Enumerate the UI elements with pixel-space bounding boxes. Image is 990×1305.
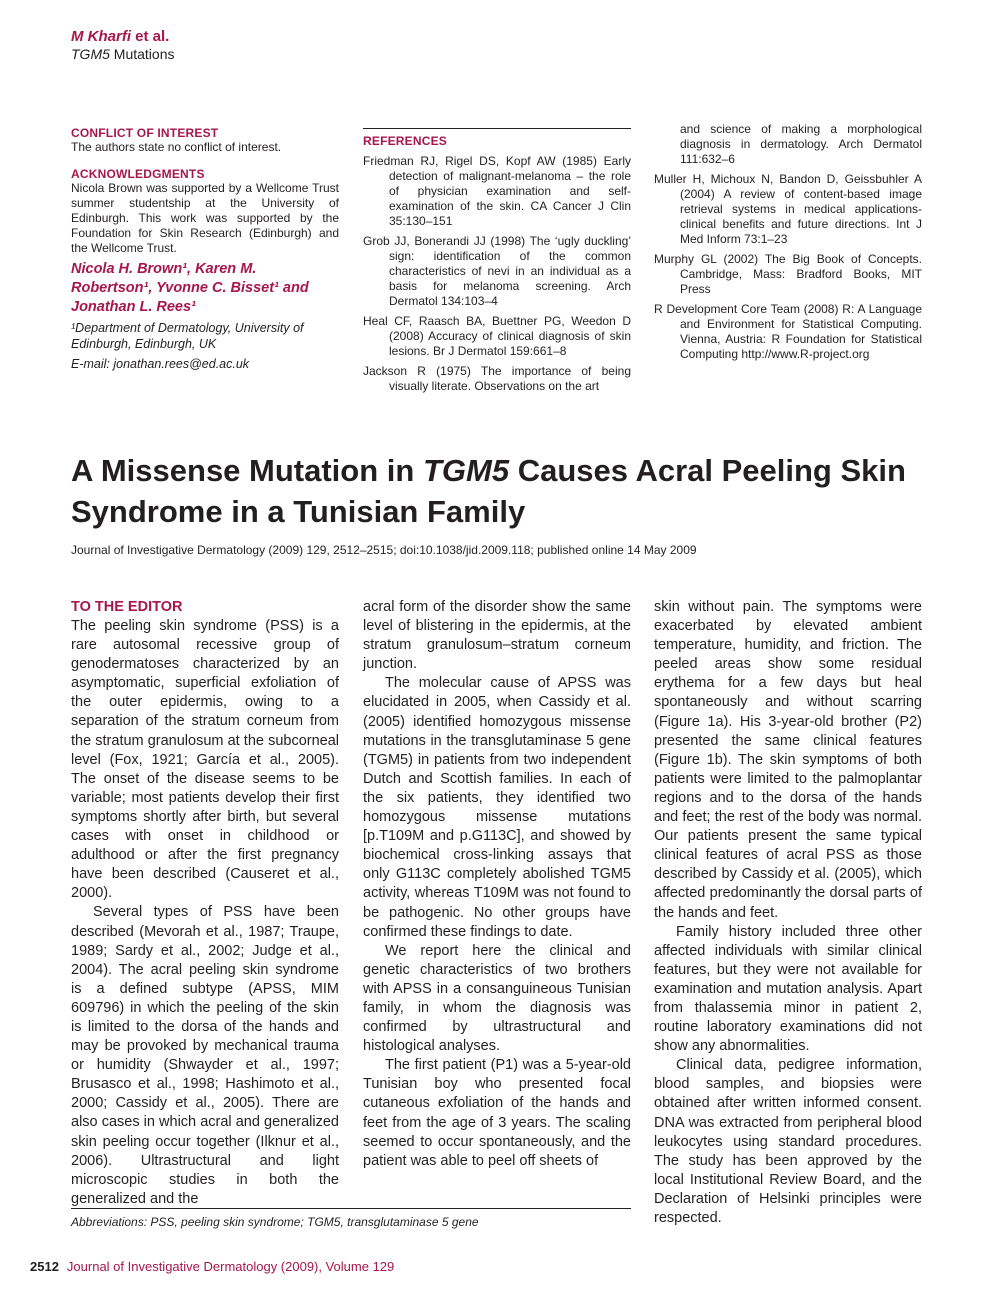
reference-item: Jackson R (1975) The importance of being visually literate. Observations on the art (363, 364, 631, 393)
body-paragraph: The peeling skin syndrome (PSS) is a rare autosomal recessive group of genodermatoses characterized by an asymptomatic, superficial exfoliation of the outer epidermis, owing to a separation of the stratum corneum from the stratum granulosum at the subcorneal level (Fox, 1921; García et al., 2005). The onset of the disease seems to be variable; most patients develop their first symptoms shortly after birth, but several cases with onset in childhood or adulthood or after the first pregnancy have been described (Causeret et al., 2000). (71, 618, 339, 902)
body-paragraph: Clinical data, pedigree information, blood samples, and biopsies were obtained after written informed consent. DNA was extracted from peripheral blood leukocytes using standard procedures. The study has been approved by the local Institutional Review Board, and the Declaration of Helsinki principles were respected. (654, 1057, 922, 1226)
running-header-topic: TGM5 Mutations (71, 46, 175, 62)
body-paragraph: acral form of the disorder show the same level of blistering in the epidermis, at the stratum granulosum–stratum corneum junction. (363, 599, 631, 673)
references-column-2 (654, 122, 922, 367)
conflict-text: The authors state no conflict of interest. (71, 140, 282, 154)
affiliation: ¹Department of Dermatology, University of Edinburgh, Edinburgh, UK (71, 321, 304, 351)
reference-continuation: and science of making a morphological diagnosis in dermatology. Arch Dermatol 111:632–6 (680, 122, 922, 166)
body-paragraph: skin without pain. The symptoms were exacerbated by elevated ambient temperature, humidity, and friction. The peeled areas show some residual erythema for a few days but heal spontaneously and without scarring (Figure 1a). His 3-year-old brother (P2) presented the same clinical features (Figure 1b). The skin symptoms of both patients were limited to the palmoplantar regions and to the dorsa of the hands and feet; the rest of the body was normal. Our patients present the same typical clinical features of acral PSS as those described by Cassidy et al. (2005), which affected predominantly the dorsal parts of the hands and feet. (654, 599, 922, 921)
article-citation: Journal of Investigative Dermatology (2009) 129, 2512–2515; doi:10.1038/jid.2009.118; published online 14 May 2009 (71, 543, 697, 557)
body-paragraph: We report here the clinical and genetic characteristics of two brothers with APSS in a consanguineous Tunisian family, in whom the diagnosis was confirmed by ultrastructural and histological analyses. (363, 942, 631, 1055)
body-paragraph: Several types of PSS have been described (Mevorah et al., 1987; Traupe, 1989; Sardy et al., 2002; Judge et al., 2004). The acral peeling skin syndrome is a defined subtype (APSS, MIM 609796) in which the peeling of the skin is limited to the dorsa of the hands and may be provoked by mechanical trauma or humidity (Shwayder et al., 1997; Brusasco et al., 1998; Hashimoto et al., 2000; Cassidy et al., 2005). There are also cases in which acral and generalized skin peeling occur together (Ilknur et al., 2006). Ultrastructural and light microscopic studies in both the generalized and the (71, 904, 339, 1207)
body-paragraph: The molecular cause of APSS was elucidated in 2005, when Cassidy et al. (2005) identified homozygous missense mutations in the transglutaminase 5 gene (TGM5) in patients from two independent Dutch and Scottish families. In each of the six patients, they identified two homozygous missense mutations [p.T109M and p.G113C], and showed by biochemical cross-linking assays that only G113C completely abolished TGM5 activity, whereas T109M was not found to be pathogenic. No other groups have confirmed these findings to date. (363, 675, 631, 940)
acknowledgments-heading: ACKNOWLEDGMENTS (71, 167, 205, 181)
reference-item: Murphy GL (2002) The Big Book of Concepts. Cambridge, Mass: Bradford Books, MIT Press (654, 252, 922, 296)
page-footer (30, 1259, 394, 1274)
abbreviations-footnote: Abbreviations: PSS, peeling skin syndrome; TGM5, transglutaminase 5 gene (71, 1215, 479, 1229)
page-number: 2512 (30, 1259, 59, 1274)
references-heading: REFERENCES (363, 134, 448, 148)
contact-email: E-mail: jonathan.rees@ed.ac.uk (71, 357, 250, 371)
body-paragraph: The first patient (P1) was a 5-year-old Tunisian boy who presented focal cutaneous exfoliation of the hands and feet from the age of 3 years. The scaling seemed to occur spontaneously, and the patient was able to peel off sheets of (363, 1057, 631, 1169)
footer-journal: Journal of Investigative Dermatology (2009), Volume 129 (66, 1259, 395, 1274)
reference-item: Friedman RJ, Rigel DS, Kopf AW (1985) Early detection of malignant-melanoma – the role of physician examination and self-examination of the skin. CA Cancer J Clin 35:130–151 (363, 154, 631, 228)
references-column-1 (363, 128, 631, 399)
reference-item: Heal CF, Raasch BA, Buettner PG, Weedon D (2008) Accuracy of clinical diagnosis of skin lesions. Br J Dermatol 159:661–8 (363, 314, 631, 358)
conflict-heading: CONFLICT OF INTEREST (71, 126, 219, 140)
body-column-2 (363, 598, 631, 1171)
acknowledgments-text: Nicola Brown was supported by a Wellcome Trust summer studentship at the University of Edinburgh. This work was supported by the Foundation for Skin Research (Edinburgh) and the Wellcome Trust. (71, 181, 339, 255)
body-paragraph: Family history included three other affected individuals with similar clinical features, but they were not available for examination and mutation analysis. Apart from thalassemia minor in patient 2, routine laboratory examinations did not show any abnormalities. (654, 923, 922, 1055)
running-header-author: M Kharfi et al. (71, 28, 170, 45)
body-column-1 (71, 598, 339, 1209)
reference-item: Grob JJ, Bonerandi JJ (1998) The ‘ugly duckling’ sign: identification of the common characteristics of nevi in an individual as a basis for melanoma screening. Arch Dermatol 134:103–4 (363, 234, 631, 308)
previous-article-back-matter (71, 126, 339, 372)
previous-article-authors: Nicola H. Brown¹, Karen M. Robertson¹, Yvonne C. Bisset¹ and Jonathan L. Rees¹ (71, 261, 309, 315)
reference-item: Muller H, Michoux N, Bandon D, Geissbuhler A (2004) A review of content-based image retrieval systems in medical applications-clinical benefits and future directions. Int J Med Inform 73:1–23 (654, 172, 922, 246)
body-column-3 (654, 598, 922, 1228)
reference-item: R Development Core Team (2008) R: A Language and Environment for Statistical Computing. Vienna, Austria: R Foundation for Statistical Computing http://www.R-project.org (654, 302, 922, 361)
article-title: A Missense Mutation in TGM5 Causes Acral Peeling Skin Syndrome in a Tunisian Family (71, 453, 906, 529)
footnote-divider (71, 1208, 631, 1209)
to-the-editor-heading: TO THE EDITOR (71, 599, 183, 615)
